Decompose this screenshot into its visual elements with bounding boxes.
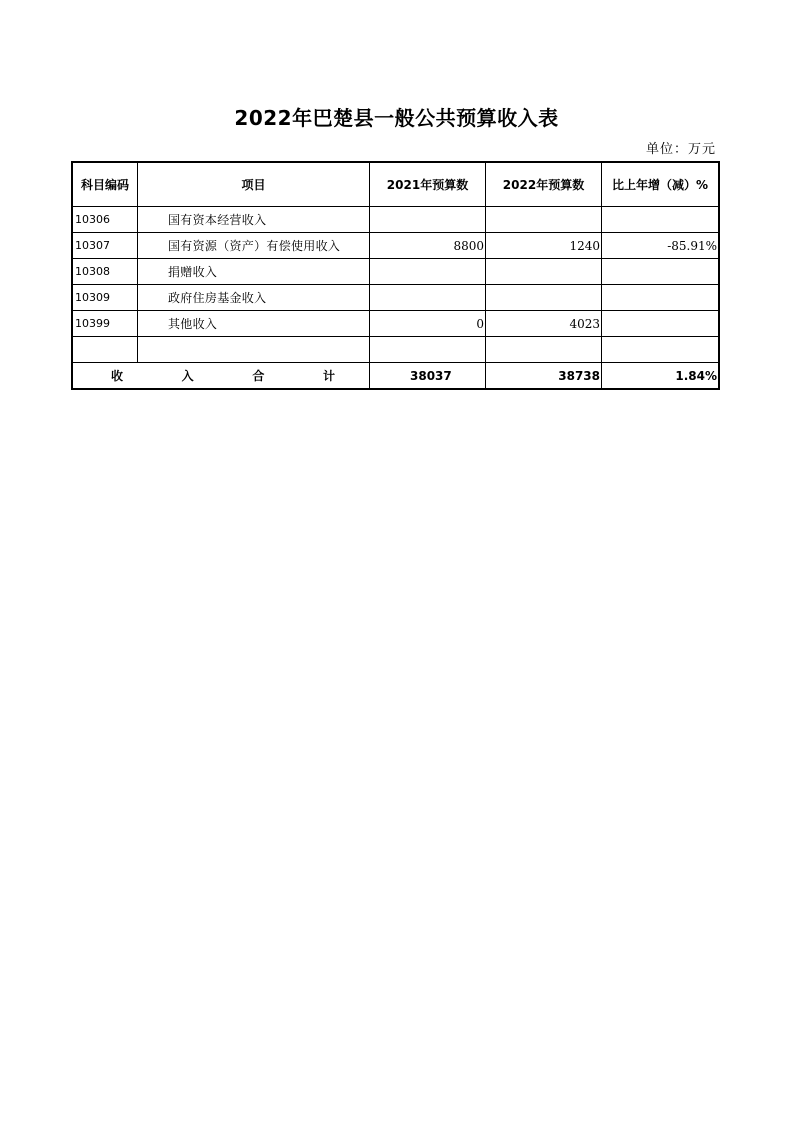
- row-change: [602, 207, 719, 233]
- row-2021: 8800: [370, 233, 486, 259]
- row-2022: [486, 259, 602, 285]
- table-row: [73, 233, 719, 259]
- row-change: [602, 337, 719, 363]
- table-header-row: [73, 163, 719, 207]
- total-2021: 38037: [370, 363, 486, 389]
- row-2022: [486, 337, 602, 363]
- row-change: [602, 285, 719, 311]
- row-2021: [370, 285, 486, 311]
- total-row: [73, 363, 719, 389]
- row-code: 10306: [73, 207, 138, 233]
- row-2021: 0: [370, 311, 486, 337]
- row-name: [138, 337, 370, 363]
- row-2022: [486, 207, 602, 233]
- header-code: 科目编码: [73, 163, 138, 207]
- header-2022: 2022年预算数: [486, 163, 602, 207]
- table-row: [73, 207, 719, 233]
- total-label: [73, 363, 370, 389]
- row-name: 政府住房基金收入: [138, 285, 370, 311]
- table-row-empty: [73, 337, 719, 363]
- budget-table: [72, 162, 719, 389]
- row-code: 10308: [73, 259, 138, 285]
- row-2021: [370, 337, 486, 363]
- table-row: [73, 311, 719, 337]
- row-code: 10307: [73, 233, 138, 259]
- total-label-char: 收: [111, 369, 124, 383]
- row-2022: [486, 285, 602, 311]
- row-code: [73, 337, 138, 363]
- total-label-char: 合: [252, 369, 265, 383]
- row-code: 10399: [73, 311, 138, 337]
- row-2021: [370, 259, 486, 285]
- total-change: 1.84%: [602, 363, 719, 389]
- row-name: 其他收入: [138, 311, 370, 337]
- header-2021: 2021年预算数: [370, 163, 486, 207]
- table-row: [73, 259, 719, 285]
- header-change: 比上年增（减）%: [602, 163, 719, 207]
- row-code: 10309: [73, 285, 138, 311]
- row-change: [602, 259, 719, 285]
- row-change: -85.91%: [602, 233, 719, 259]
- total-label-char: 入: [181, 369, 194, 383]
- row-2022: 1240: [486, 233, 602, 259]
- row-2022: 4023: [486, 311, 602, 337]
- row-name: 捐赠收入: [138, 259, 370, 285]
- table-row: [73, 285, 719, 311]
- total-2022: 38738: [486, 363, 602, 389]
- header-item: 项目: [138, 163, 370, 207]
- row-name: 国有资本经营收入: [138, 207, 370, 233]
- row-name: 国有资源（资产）有偿使用收入: [138, 233, 370, 259]
- total-label-char: 计: [322, 369, 335, 383]
- row-2021: [370, 207, 486, 233]
- unit-label: 单位：万元: [645, 142, 716, 157]
- page-title: 2022年巴楚县一般公共预算收入表: [234, 106, 559, 130]
- row-change: [602, 311, 719, 337]
